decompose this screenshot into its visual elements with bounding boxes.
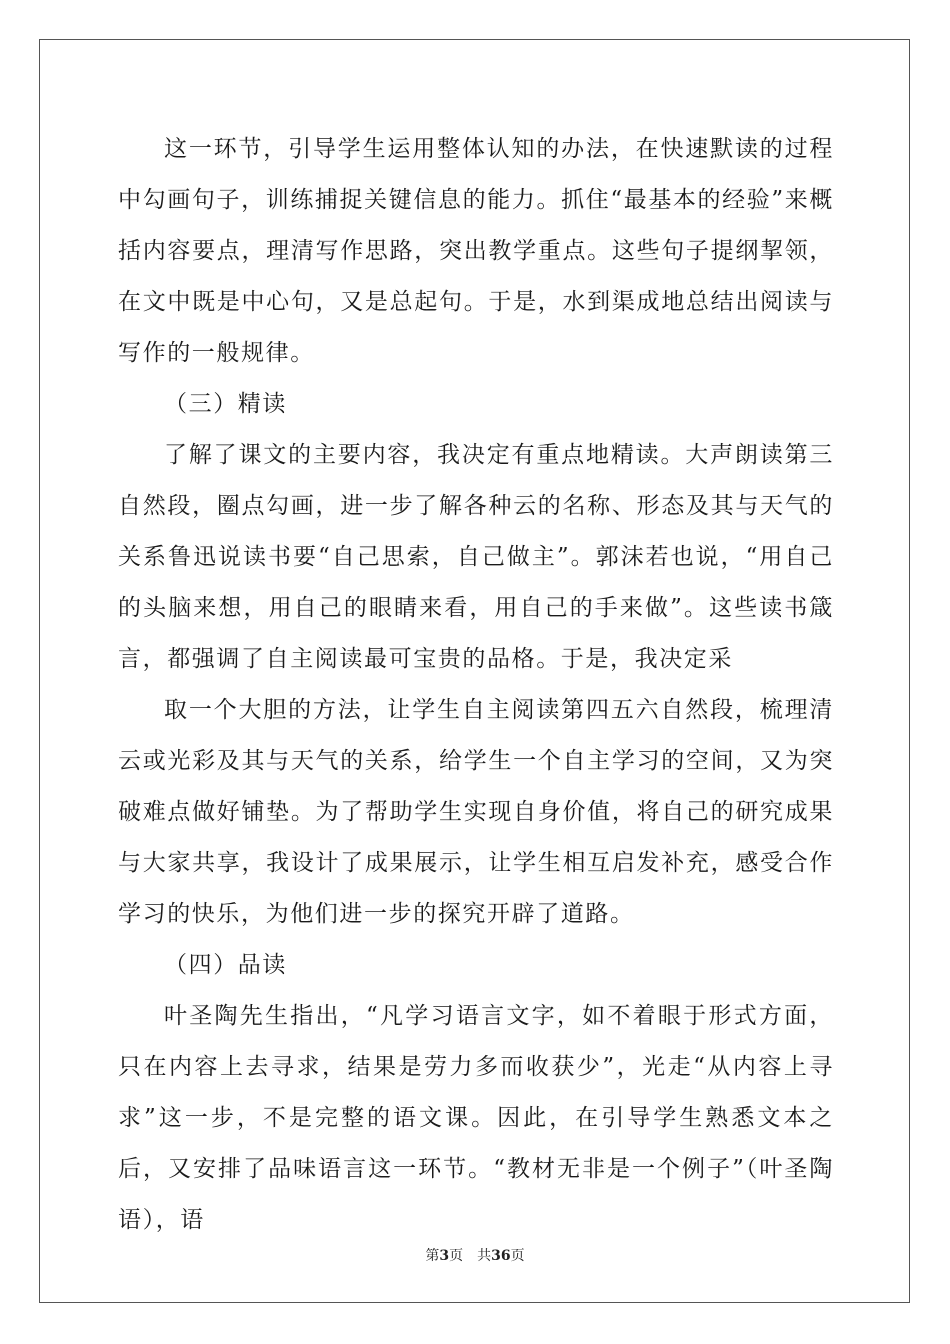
paragraph-2: 了解了课文的主要内容，我决定有重点地精读。大声朗读第三自然段，圈点勾画，进一步了解各种云的名称、形态及其与天气的关系鲁迅说读书要“自己思索，自己做主”。郭沫若也说，“用自己的头脑来想，用自己的眼睛来看，用自己的手来做”。这些读书箴言，都强调了自主阅读最可宝贵的品格。于是，我决定采: [118, 442, 834, 672]
page-prefix: 第: [425, 1248, 440, 1264]
section-heading-pindu: （四）品读: [164, 952, 287, 978]
page-suffix: 页: [449, 1248, 464, 1264]
total-pages: 36: [491, 1248, 511, 1264]
paragraph-4: 叶圣陶先生指出，“凡学习语言文字，如不着眼于形式方面，只在内容上去寻求，结果是劳力多而收获少”，光走“从内容上寻求”这一步，不是完整的语文课。因此，在引导学生熟悉文本之后，又安排了品味语言这一环节。“教材无非是一个例子”（叶圣陶语），语: [118, 1003, 834, 1233]
total-suffix: 页: [510, 1248, 525, 1264]
page-number: 3: [439, 1248, 450, 1264]
page-footer: [0, 1246, 950, 1266]
paragraph-3: 取一个大胆的方法，让学生自主阅读第四五六自然段，梳理清云或光彩及其与天气的关系，给学生一个自主学习的空间，又为突破难点做好铺垫。为了帮助学生实现自身价值，将自己的研究成果与大家共享，我设计了成果展示，让学生相互启发补充，感受合作学习的快乐，为他们进一步的探究开辟了道路。: [118, 697, 834, 927]
total-prefix: 共: [477, 1248, 492, 1264]
section-heading-jingdu: （三）精读: [164, 391, 287, 417]
paragraph-1: 这一环节，引导学生运用整体认知的办法，在快速默读的过程中勾画句子，训练捕捉关键信息的能力。抓住“最基本的经验”来概括内容要点，理清写作思路，突出教学重点。这些句子提纲挈领，在文中既是中心句，又是总起句。于是，水到渠成地总结出阅读与写作的一般规律。: [118, 136, 834, 366]
document-body: [118, 124, 834, 1246]
